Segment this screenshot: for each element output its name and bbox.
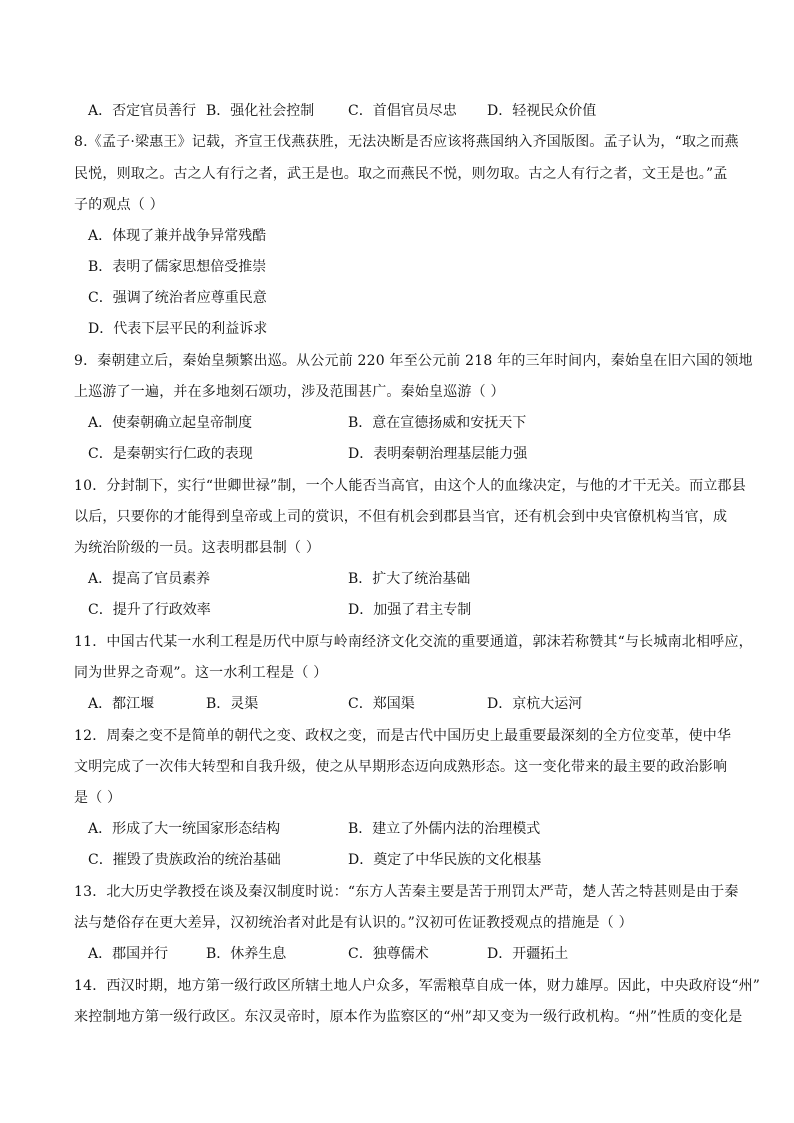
q12-stem-line-3: 是（ ） <box>74 790 122 806</box>
q10-option-b[interactable]: B．扩大了统治基础 <box>348 571 471 587</box>
q13-option-c[interactable]: C．独尊儒术 <box>348 946 429 962</box>
q12-option-a[interactable]: A．形成了大一统国家形态结构 <box>88 821 281 837</box>
q10-option-c[interactable]: C．提升了行政效率 <box>88 602 211 618</box>
q11-option-a[interactable]: A．都江堰 <box>88 696 155 712</box>
q12-stem-line-1: 12．周秦之变不是简单的朝代之变、政权之变，而是古代中国历史上最重要最深刻的全方位变革，使中华 <box>74 728 732 744</box>
q9-option-b[interactable]: B．意在宣德扬威和安抚天下 <box>348 415 527 431</box>
q13-option-d[interactable]: D．开疆拓土 <box>487 946 569 962</box>
q10-stem-line-2: 以后，只要你的才能得到皇帝或上司的赏识，不但有机会到郡县当官，还有机会到中央官僚机构当官，成 <box>74 509 728 525</box>
q11-stem-line-1: 11．中国古代某一水利工程是历代中原与岭南经济文化交流的重要通道，郭沫若称赞其“与长城南北相呼应， <box>74 634 753 650</box>
q8-option-a[interactable]: A．体现了兼并战争异常残酷 <box>88 228 267 244</box>
q10-stem-line-1: 10．分封制下，实行“世卿世禄”制，一个人能否当高官，由这个人的血缘决定，与他的才干无关。而立郡县 <box>74 478 746 494</box>
q7-option-d[interactable]: D．轻视民众价值 <box>487 103 597 119</box>
q13-stem-line-2: 法与楚俗存在更大差异，汉初统治者对此是有认识的。”汉初可佐证教授观点的措施是（ ） <box>74 915 633 931</box>
q14-stem-line-2: 来控制地方第一级行政区。东汉灵帝时，原本作为监察区的“州”却又变为一级行政机构。“州”性质的变化是 <box>74 1009 743 1025</box>
q9-option-a[interactable]: A．使秦朝确立起皇帝制度 <box>88 415 253 431</box>
q10-option-a[interactable]: A．提高了官员素养 <box>88 571 211 587</box>
q10-option-d[interactable]: D．加强了君主专制 <box>348 602 472 618</box>
q9-option-d[interactable]: D．表明秦朝治理基层能力强 <box>348 446 528 462</box>
q12-option-d[interactable]: D．奠定了中华民族的文化根基 <box>348 852 542 868</box>
q9-stem-line-2: 上巡游了一遍，并在多地刻石颂功，涉及范围甚广。秦始皇巡游（ ） <box>74 384 505 400</box>
q8-stem-line-3: 子的观点（ ） <box>74 197 164 213</box>
q7-option-c[interactable]: C．首倡官员尽忠 <box>348 103 457 119</box>
q9-stem-line-1: 9．秦朝建立后，秦始皇频繁出巡。从公元前 220 年至公元前 218 年的三年时间内，秦始皇在旧六国的领地 <box>74 353 753 369</box>
q11-option-d[interactable]: D．京杭大运河 <box>487 696 583 712</box>
q11-option-c[interactable]: C．郑国渠 <box>348 696 415 712</box>
q10-stem-line-3: 为统治阶级的一员。这表明郡县制（ ） <box>74 540 321 556</box>
q8-option-c[interactable]: C．强调了统治者应尊重民意 <box>88 290 267 306</box>
q13-stem-line-1: 13．北大历史学教授在谈及秦汉制度时说：“东方人苦秦主要是苦于刑罚太严苛，楚人苦之特甚则是由于秦 <box>74 884 739 900</box>
q7-option-a[interactable]: A．否定官员善行 <box>88 103 197 119</box>
q14-stem-line-1: 14．西汉时期，地方第一级行政区所辖土地人户众多，军需粮草自成一体，财力雄厚。因此，中央政府设“州” <box>74 978 761 994</box>
q7-option-b[interactable]: B．强化社会控制 <box>206 103 315 119</box>
q13-option-a[interactable]: A．郡国并行 <box>88 946 169 962</box>
q9-option-c[interactable]: C．是秦朝实行仁政的表现 <box>88 446 253 462</box>
q8-stem-line-2: 民悦，则取之。古之人有行之者，武王是也。取之而燕民不悦，则勿取。古之人有行之者，文王是也。”孟 <box>74 166 728 182</box>
q11-stem-line-2: 同为世界之奇观”。这一水利工程是（ ） <box>74 665 328 681</box>
q11-option-b[interactable]: B．灵渠 <box>206 696 259 712</box>
q8-stem-line-1: 8.《孟子·梁惠王》记载，齐宣王伐燕获胜，无法决断是否应该将燕国纳入齐国版图。孟子认为，“取之而燕 <box>74 134 739 150</box>
q12-option-c[interactable]: C．摧毁了贵族政治的统治基础 <box>88 852 281 868</box>
q8-option-b[interactable]: B．表明了儒家思想倍受推崇 <box>88 259 267 275</box>
q13-option-b[interactable]: B．休养生息 <box>206 946 287 962</box>
q12-stem-line-2: 文明完成了一次伟大转型和自我升级，使之从早期形态迈向成熟形态。这一变化带来的最主要的政治影响 <box>74 759 728 775</box>
q8-option-d[interactable]: D．代表下层平民的利益诉求 <box>88 321 268 337</box>
q12-option-b[interactable]: B．建立了外儒内法的治理模式 <box>348 821 541 837</box>
